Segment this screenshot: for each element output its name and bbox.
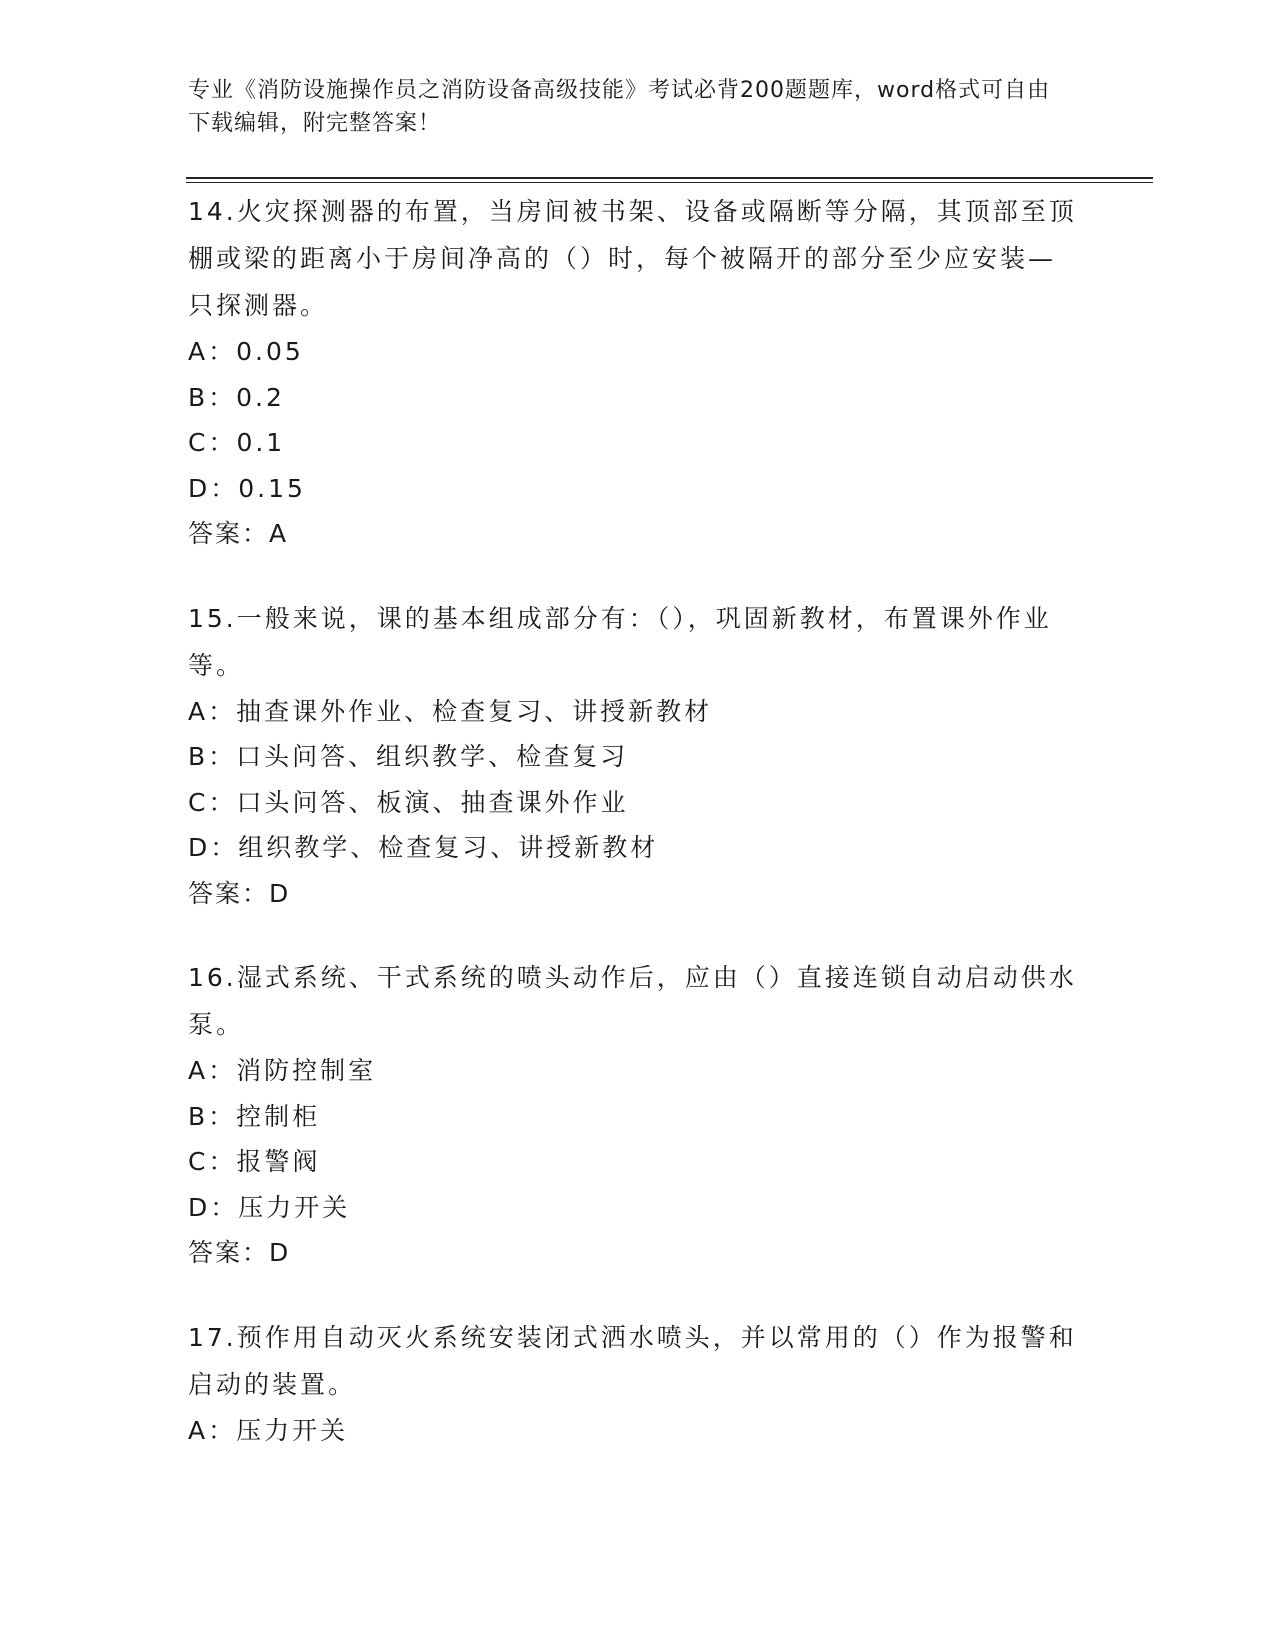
option-a: A：0.05: [188, 337, 304, 366]
option-d: D：0.15: [188, 473, 306, 503]
option-a: A：抽查课外作业、检查复习、讲授新教材: [188, 696, 713, 726]
option-b: B：口头问答、组织教学、检查复习: [188, 742, 629, 771]
option-a: A：压力开关: [188, 1415, 349, 1445]
question-17: [188, 1314, 1078, 1454]
question-15: [188, 595, 1078, 917]
answer-line: 答案：D: [188, 878, 291, 908]
answer-line: 答案：D: [188, 1238, 291, 1267]
option-c: C：口头问答、板演、抽查课外作业: [188, 787, 629, 817]
answer-line: 答案：A: [188, 519, 289, 548]
option-c: C：0.1: [188, 428, 286, 457]
question-list: [188, 188, 1078, 1491]
option-a: A：消防控制室: [188, 1056, 377, 1085]
question-16: [188, 954, 1078, 1276]
question-stem: 14.火灾探测器的布置，当房间被书架、设备或隔断等分隔，其顶部至顶棚或梁的距离小于房间净高的（）时，每个被隔开的部分至少应安装—只探测器。: [188, 197, 1077, 320]
option-b: B：控制柜: [188, 1101, 321, 1131]
header-rule-thin: [186, 182, 1153, 183]
question-stem: 15.一般来说，课的基本组成部分有：（），巩固新教材，布置课外作业等。: [188, 603, 1052, 680]
document-header: 专业《消防设施操作员之消防设备高级技能》考试必背200题题库，word格式可自由下载编辑，附完整答案！: [188, 78, 1051, 136]
option-d: D：压力开关: [188, 1192, 351, 1222]
question-stem: 16.湿式系统、干式系统的喷头动作后，应由（）直接连锁自动启动供水泵。: [188, 963, 1077, 1039]
option-b: B：0.2: [188, 382, 285, 412]
question-stem: 17.预作用自动灭火系统安装闭式洒水喷头，并以常用的（）作为报警和启动的装置。: [188, 1322, 1077, 1399]
header-rule-thick: [186, 177, 1153, 179]
question-14: [188, 188, 1078, 557]
option-c: C：报警阀: [188, 1147, 321, 1176]
option-d: D：组织教学、检查复习、讲授新教材: [188, 833, 659, 862]
